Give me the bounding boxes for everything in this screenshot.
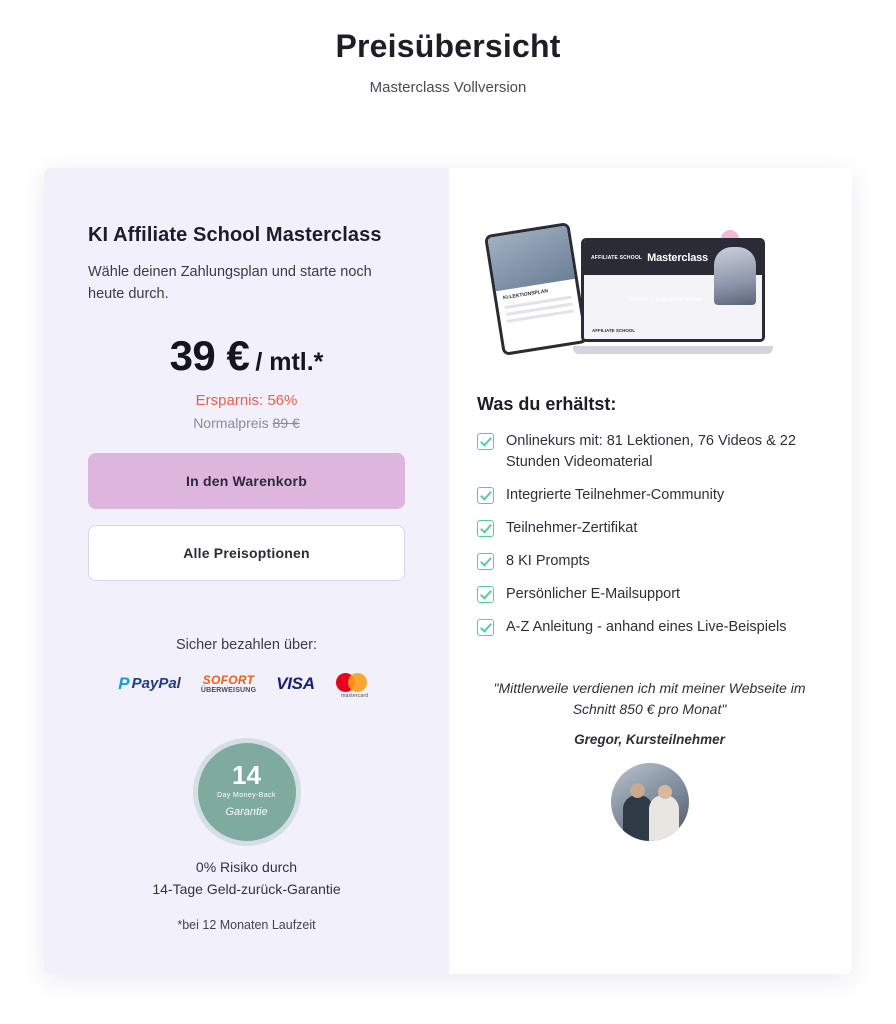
normal-price-value: 89 € — [272, 414, 300, 431]
check-icon — [477, 433, 494, 450]
page-header — [0, 0, 896, 96]
check-icon — [477, 586, 494, 603]
avatar-head-left — [630, 783, 645, 798]
avatar — [611, 763, 689, 841]
risk-text — [88, 857, 405, 900]
testimonial-avatar-wrap — [477, 763, 822, 841]
testimonial-quote: "Mittlerweile verdienen ich mit meiner Webseite im Schnitt 850 € pro Monat" — [493, 680, 806, 718]
check-icon — [477, 619, 494, 636]
avatar-person-right — [649, 795, 679, 841]
screen-body — [584, 275, 762, 339]
price-period: / mtl.* — [255, 347, 324, 376]
page-subtitle: Masterclass Vollversion — [369, 79, 527, 96]
benefits-list — [477, 431, 822, 638]
add-to-cart-button[interactable]: In den Warenkorb — [88, 453, 405, 509]
savings-label: Ersparnis: 56% — [195, 391, 298, 409]
risk-line-2: 14-Tage Geld-zurück-Garantie — [152, 880, 341, 897]
avatar-head-right — [658, 785, 672, 799]
sofort-line1: SOFORT — [202, 672, 255, 687]
list-item — [477, 485, 822, 506]
plan-title: KI Affiliate School Masterclass — [88, 224, 382, 246]
paypal-icon — [118, 674, 181, 694]
plan-description: Wähle deinen Zahlungsplan und starte noch heute durch. — [88, 264, 372, 303]
tablet-text: KI-LEKTIONSPLAN — [502, 288, 549, 302]
screen-logo: AFFILIATE SCHOOL — [592, 328, 636, 333]
mastercard-circle-yellow — [348, 673, 367, 692]
screen-title: Masterclass — [647, 252, 708, 264]
list-item — [477, 584, 822, 605]
normal-price — [88, 415, 405, 431]
badge-subtitle: Day Money-Back — [217, 791, 276, 799]
normal-price-label: Normalpreis — [193, 414, 269, 431]
benefit-text: Onlinekurs mit: 81 Lektionen, 76 Videos & 22 Stunden Videomaterial — [506, 433, 796, 471]
money-back-badge-icon — [198, 743, 296, 841]
price-footnote: *bei 12 Monaten Laufzeit — [177, 918, 316, 933]
offer-panel — [44, 168, 449, 974]
product-image — [477, 224, 822, 374]
screen-brand: AFFILIATE SCHOOL — [591, 255, 643, 261]
risk-line-1: 0% Risiko durch — [195, 858, 298, 875]
mastercard-label: mastercard — [341, 692, 369, 699]
benefit-text: A-Z Anleitung - anhand eines Live-Beispiels — [506, 619, 787, 636]
pricing-card — [44, 168, 852, 974]
check-icon — [477, 520, 494, 537]
screen-tagline: Verdiene Geld mit deiner Website — [628, 297, 703, 303]
price-amount: 39 € — [169, 331, 250, 379]
paypal-label: PayPal — [131, 675, 181, 693]
benefit-text: Teilnehmer-Zertifikat — [506, 520, 638, 537]
benefit-text: 8 KI Prompts — [506, 553, 590, 570]
list-item — [477, 518, 822, 539]
laptop-screen — [581, 238, 765, 342]
list-item — [477, 431, 822, 473]
benefit-text: Persönlicher E-Mailsupport — [506, 586, 681, 603]
price-row — [88, 332, 405, 380]
page-title: Preisübersicht — [335, 28, 561, 64]
sofort-icon — [201, 674, 256, 694]
mastercard-icon — [335, 671, 375, 697]
payment-methods — [88, 669, 405, 699]
benefits-heading: Was du erhältst: — [477, 394, 617, 414]
sofort-line2: ÜBERWEISUNG — [200, 686, 257, 694]
visa-icon: VISA — [276, 673, 315, 693]
laptop-mockup-icon — [573, 238, 773, 354]
laptop-base — [573, 346, 773, 354]
testimonial-author: Gregor, Kursteilnehmer — [574, 732, 725, 748]
check-icon — [477, 487, 494, 504]
payment-methods-title: Sicher bezahlen über: — [175, 636, 318, 653]
screen-person-photo — [714, 247, 756, 305]
benefit-text: Integrierte Teilnehmer-Community — [506, 487, 725, 504]
all-price-options-button[interactable]: Alle Preisoptionen — [88, 525, 405, 581]
badge-number: 14 — [232, 759, 261, 790]
guarantee-badge-wrap — [88, 743, 405, 841]
paypal-mark: P — [118, 673, 130, 693]
benefits-panel — [449, 168, 852, 974]
badge-guarantee-word: Garantie — [225, 805, 268, 818]
list-item — [477, 617, 822, 638]
check-icon — [477, 553, 494, 570]
list-item — [477, 551, 822, 572]
